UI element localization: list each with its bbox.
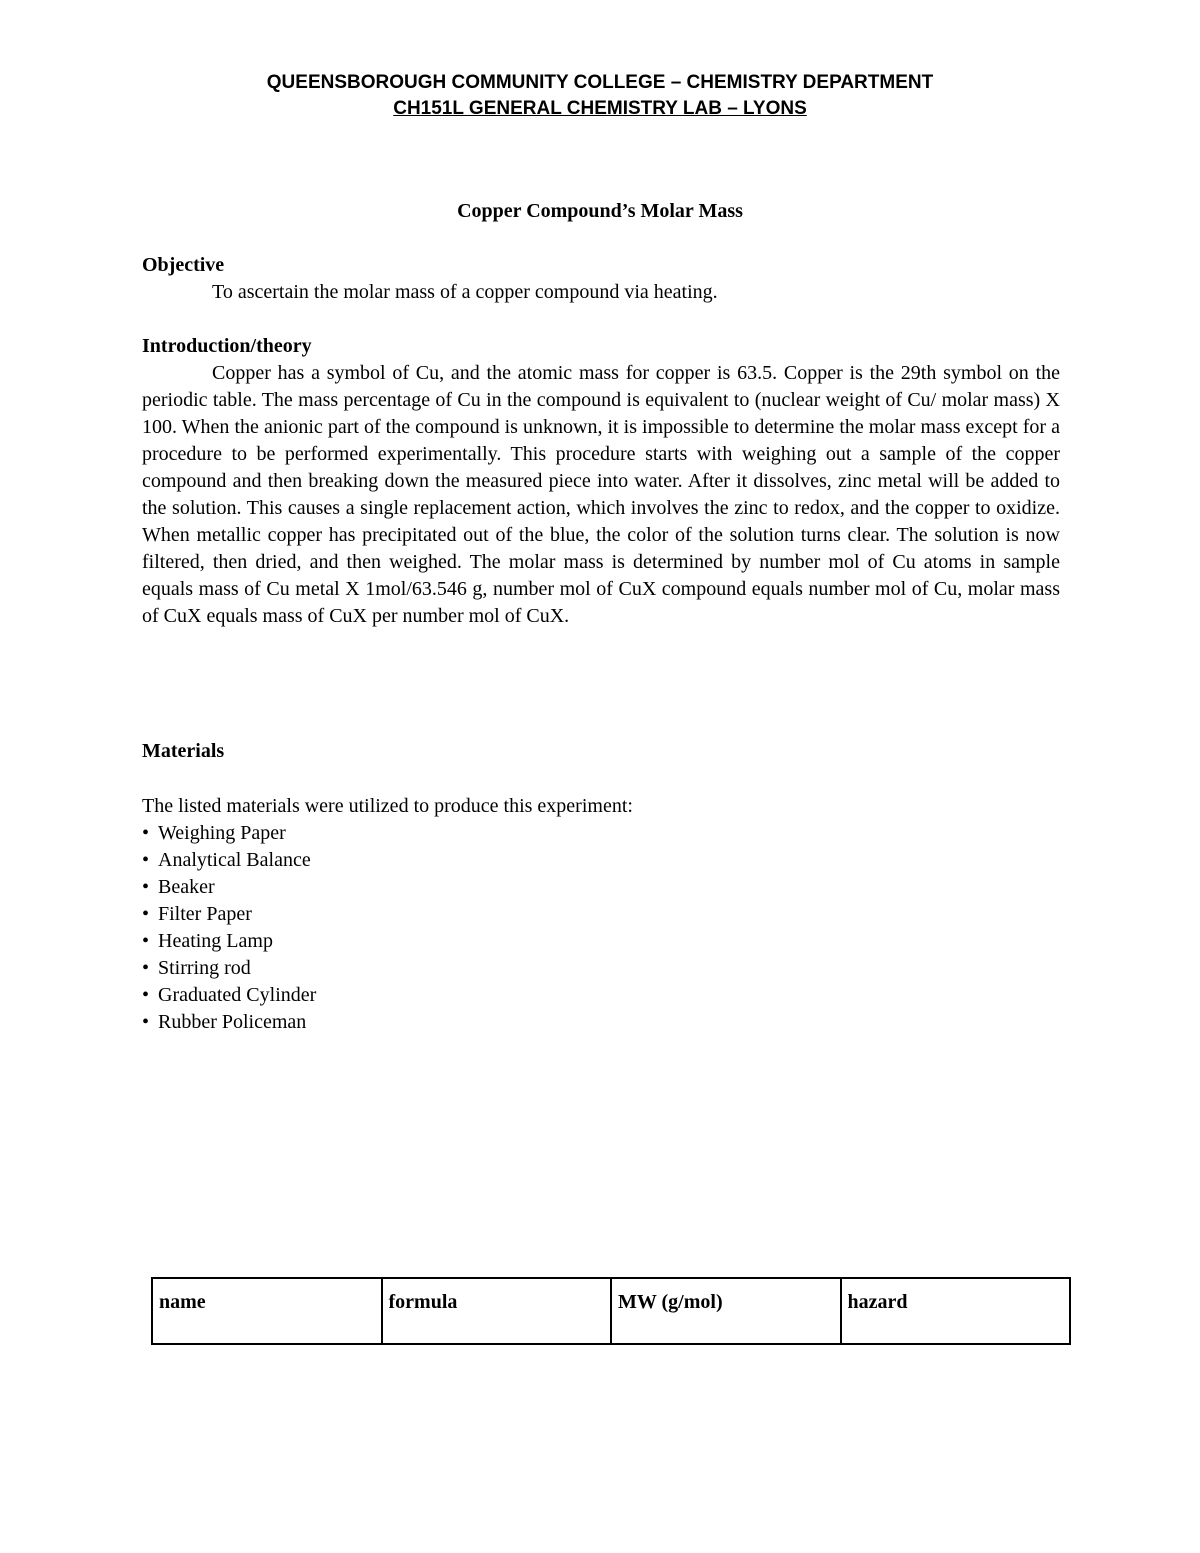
intro-text: Copper has a symbol of Cu, and the atomic mass for copper is 63.5. Copper is the 29th symbol on the periodic table. The mass percentage of Cu in the compound is equivalent to (nuclear weight of Cu/ molar mass) X 100. When the anionic part of the compound is unknown, it is impossible to determine the molar mass except for a procedure to be performed experimentally. This procedure starts with weighing out a sample of the copper compound and then breaking down the measured piece into water. After it dissolves, zinc metal will be added to the solution. This causes a single replacement action, which involves the zinc to redox, and the copper to oxidize. When metallic copper has precipitated out of the blue, the color of the solution turns clear. The solution is now filtered, then dried, and then weighed. The molar mass is determined by number mol of Cu atoms in sample equals mass of Cu metal X 1mol/63.546 g, number mol of CuX compound equals number mol of Cu, molar mass of CuX equals mass of CuX per number mol of CuX. — [142, 362, 1060, 627]
list-item — [142, 1009, 1060, 1036]
bullet-icon: • — [142, 849, 150, 871]
bullet-icon: • — [142, 876, 150, 898]
document-header — [0, 70, 1200, 122]
list-item-label: Beaker — [158, 876, 215, 898]
document-title: Copper Compound’s Molar Mass — [457, 200, 743, 222]
materials-heading-block — [142, 738, 1060, 765]
column-header-hazard: hazard — [841, 1278, 1071, 1344]
column-header-name: name — [152, 1278, 382, 1344]
bullet-icon: • — [142, 822, 150, 844]
header-institution: QUEENSBOROUGH COMMUNITY COLLEGE – CHEMISTRY DEPARTMENT — [266, 72, 934, 93]
list-item-label: Analytical Balance — [158, 849, 311, 871]
list-item-label: Graduated Cylinder — [158, 984, 317, 1006]
objective-text: To ascertain the molar mass of a copper compound via heating. — [212, 281, 718, 303]
list-item-label: Heating Lamp — [158, 930, 273, 952]
bullet-icon: • — [142, 1011, 150, 1033]
list-item-label: Filter Paper — [158, 903, 252, 925]
list-item — [142, 901, 1060, 928]
bullet-icon: • — [142, 903, 150, 925]
list-item — [142, 820, 1060, 847]
materials-intro: The listed materials were utilized to produce this experiment: — [142, 795, 633, 817]
intro-section — [142, 333, 1060, 630]
column-header-formula: formula — [382, 1278, 612, 1344]
table-header-row — [152, 1278, 1070, 1344]
list-item-label: Rubber Policeman — [158, 1011, 307, 1033]
objective-section — [142, 252, 1060, 306]
materials-list — [142, 820, 1060, 1036]
list-item — [142, 874, 1060, 901]
list-item — [142, 928, 1060, 955]
list-item — [142, 982, 1060, 1009]
intro-heading: Introduction/theory — [142, 335, 312, 357]
column-header-mw: MW (g/mol) — [611, 1278, 841, 1344]
objective-heading: Objective — [142, 254, 225, 276]
bullet-icon: • — [142, 930, 150, 952]
materials-heading: Materials — [142, 740, 225, 762]
bullet-icon: • — [142, 984, 150, 1006]
list-item-label: Stirring rod — [158, 957, 251, 979]
materials-section — [142, 793, 1060, 1036]
bullet-icon: • — [142, 957, 150, 979]
list-item — [142, 955, 1060, 982]
list-item-label: Weighing Paper — [158, 822, 286, 844]
header-course: CH151L GENERAL CHEMISTRY LAB – LYONS — [393, 98, 807, 119]
chemicals-table — [151, 1277, 1071, 1345]
list-item — [142, 847, 1060, 874]
